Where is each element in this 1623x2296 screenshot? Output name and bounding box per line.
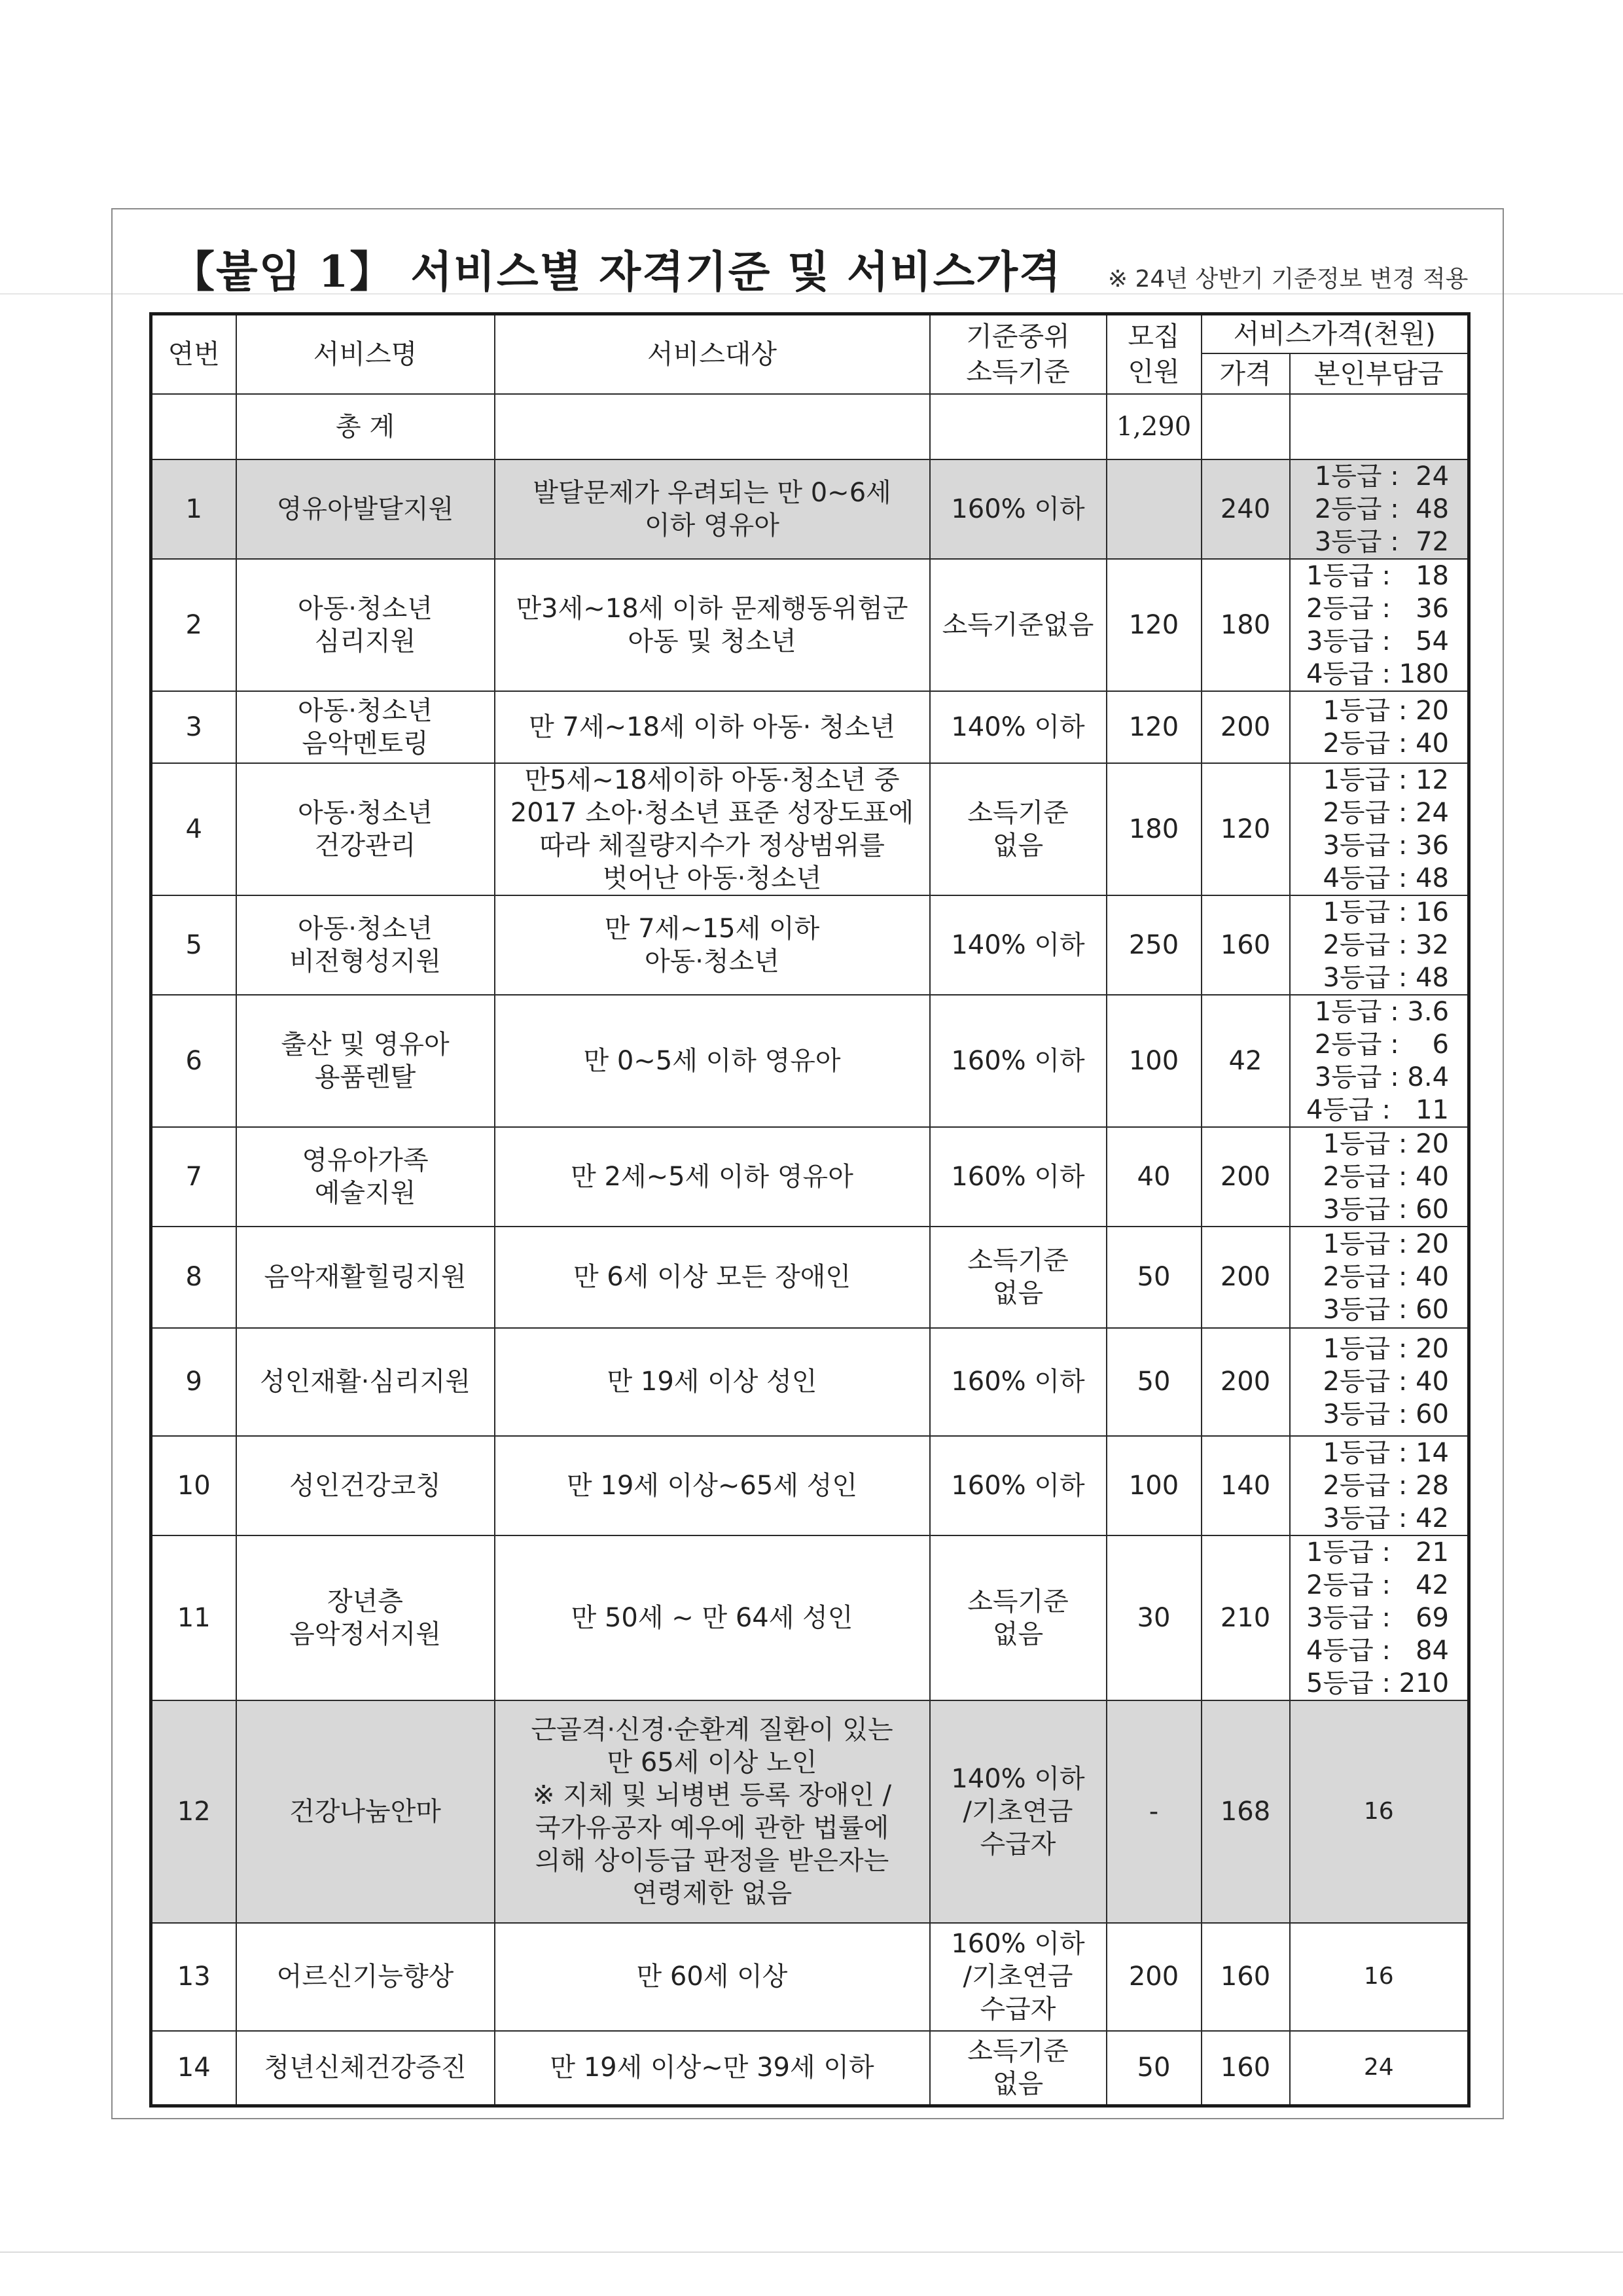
total-no-cell bbox=[151, 394, 236, 459]
service-name bbox=[236, 895, 495, 995]
copay-grade-line: 3등급 : 69 bbox=[1306, 1602, 1450, 1633]
row-number: 5 bbox=[151, 895, 236, 995]
service-target-line: 국가유공자 예우에 관한 법률에 bbox=[535, 1812, 889, 1843]
row-number: 7 bbox=[151, 1127, 236, 1227]
table-row bbox=[151, 2031, 1469, 2106]
copay bbox=[1290, 1328, 1469, 1436]
service-target-line: 만5세~18세이하 아동·청소년 중 bbox=[524, 764, 900, 795]
service-name-line: 비전형성지원 bbox=[289, 946, 441, 977]
service-name bbox=[236, 1227, 495, 1328]
total-target-cell bbox=[495, 394, 930, 459]
service-target-line: 만 0~5세 이하 영유아 bbox=[583, 1045, 841, 1076]
copay-grade-line: 1등급 : 14 bbox=[1323, 1437, 1450, 1468]
service-name-line: 음악멘토링 bbox=[302, 728, 429, 759]
copay-grade-line: 1등급 : 20 bbox=[1323, 1334, 1450, 1364]
service-target bbox=[495, 691, 930, 763]
income-criteria-line: /기초연금 bbox=[963, 1796, 1073, 1827]
income-criteria bbox=[930, 1700, 1107, 1923]
service-target-line: 따라 체질량지수가 정상범위를 bbox=[539, 830, 885, 861]
income-criteria bbox=[930, 1127, 1107, 1227]
total-copay-cell bbox=[1290, 394, 1469, 459]
row-number: 14 bbox=[151, 2031, 236, 2106]
service-name bbox=[236, 1127, 495, 1227]
income-criteria bbox=[930, 691, 1107, 763]
service-target-line: 만3세~18세 이하 문제행동위험군 bbox=[516, 593, 908, 624]
recruit-count: 120 bbox=[1107, 559, 1202, 691]
service-target bbox=[495, 459, 930, 559]
service-name-line: 성인재활·심리지원 bbox=[260, 1367, 471, 1397]
service-price: 200 bbox=[1202, 1328, 1290, 1436]
recruit-count: 100 bbox=[1107, 995, 1202, 1127]
recruit-count: 200 bbox=[1107, 1923, 1202, 2031]
income-criteria-line: 140% 이하 bbox=[951, 1763, 1085, 1794]
income-criteria-line: 160% 이하 bbox=[951, 493, 1085, 524]
service-name-line: 건강나눔안마 bbox=[289, 1796, 441, 1827]
service-price: 42 bbox=[1202, 995, 1290, 1127]
copay-grade-line: 2등급 : 32 bbox=[1323, 929, 1450, 960]
service-target-line: 아동 및 청소년 bbox=[628, 626, 796, 656]
copay-grade-line: 3등급 : 60 bbox=[1323, 1399, 1450, 1429]
header-recruit-line1: 모집 bbox=[1128, 321, 1180, 353]
copay-grade-line: 3등급 : 36 bbox=[1323, 830, 1450, 861]
service-target bbox=[495, 1436, 930, 1535]
copay: 16 bbox=[1290, 1700, 1469, 1923]
copay-grade-line: 2등급 : 48 bbox=[1314, 493, 1450, 524]
service-target-line: 의해 상이등급 판정을 받은자는 bbox=[535, 1845, 889, 1876]
service-target-line: 만 19세 이상 성인 bbox=[607, 1367, 817, 1397]
service-name bbox=[236, 1700, 495, 1923]
service-price: 168 bbox=[1202, 1700, 1290, 1923]
copay-grade-line: 2등급 : 28 bbox=[1323, 1470, 1450, 1501]
header-no: 연번 bbox=[151, 314, 236, 394]
copay-grade-line: 3등급 : 54 bbox=[1306, 626, 1450, 656]
total-price-cell bbox=[1202, 394, 1290, 459]
service-name-line: 음악재활힐링지원 bbox=[264, 1262, 467, 1292]
total-row bbox=[151, 394, 1469, 459]
table-row bbox=[151, 895, 1469, 995]
copay bbox=[1290, 895, 1469, 995]
table-row bbox=[151, 995, 1469, 1127]
copay bbox=[1290, 691, 1469, 763]
header-income-line2: 소득기준 bbox=[966, 356, 1070, 388]
income-criteria-line: 160% 이하 bbox=[951, 1367, 1085, 1397]
copay-grade-line: 2등급 : 40 bbox=[1323, 1161, 1450, 1192]
row-number: 10 bbox=[151, 1436, 236, 1535]
copay-grade-line: 4등급 : 180 bbox=[1306, 658, 1450, 689]
service-price: 210 bbox=[1202, 1535, 1290, 1700]
document-title: 【붙임 1】 서비스별 자격기준 및 서비스가격 bbox=[171, 246, 1062, 297]
service-target-line: 연령제한 없음 bbox=[632, 1878, 793, 1909]
income-criteria-line: /기초연금 bbox=[963, 1962, 1073, 1992]
row-number: 1 bbox=[151, 459, 236, 559]
income-criteria-line: 160% 이하 bbox=[951, 1929, 1085, 1959]
table-row bbox=[151, 1127, 1469, 1227]
table-row bbox=[151, 559, 1469, 691]
service-name-line: 아동·청소년 bbox=[298, 593, 433, 624]
copay-grade-line: 1등급 : 24 bbox=[1314, 461, 1450, 492]
copay-grade-line: 2등급 : 42 bbox=[1306, 1570, 1450, 1600]
scan-bottom-line bbox=[0, 2251, 1623, 2253]
service-target-line: ※ 지체 및 뇌병변 등록 장애인 / bbox=[532, 1780, 892, 1810]
table-row bbox=[151, 459, 1469, 559]
income-criteria-line: 140% 이하 bbox=[951, 711, 1085, 742]
copay-grade-line: 2등급 : 6 bbox=[1314, 1029, 1450, 1060]
copay-grade-line: 2등급 : 36 bbox=[1306, 593, 1450, 624]
service-target-line: 만 19세 이상~만 39세 이하 bbox=[550, 2053, 874, 2083]
header-price: 가격 bbox=[1202, 353, 1290, 394]
copay bbox=[1290, 1227, 1469, 1328]
service-name bbox=[236, 1328, 495, 1436]
total-recruit: 1,290 bbox=[1107, 394, 1202, 459]
row-number: 13 bbox=[151, 1923, 236, 2031]
header-copay: 본인부담금 bbox=[1290, 353, 1469, 394]
income-criteria bbox=[930, 1436, 1107, 1535]
copay bbox=[1290, 1535, 1469, 1700]
service-price: 160 bbox=[1202, 895, 1290, 995]
total-label: 총 계 bbox=[236, 394, 495, 459]
copay-grade-line: 3등급 : 60 bbox=[1323, 1295, 1450, 1325]
copay-grade-line: 2등급 : 40 bbox=[1323, 728, 1450, 759]
header-name: 서비스명 bbox=[236, 314, 495, 394]
service-price: 200 bbox=[1202, 1227, 1290, 1328]
table-row bbox=[151, 1923, 1469, 2031]
copay-grade-line: 3등급 : 72 bbox=[1314, 526, 1450, 557]
recruit-count bbox=[1107, 459, 1202, 559]
income-criteria bbox=[930, 1227, 1107, 1328]
income-criteria bbox=[930, 895, 1107, 995]
income-criteria-line: 소득기준 bbox=[967, 2036, 1069, 2067]
recruit-count: 180 bbox=[1107, 763, 1202, 895]
copay bbox=[1290, 1127, 1469, 1227]
row-number: 11 bbox=[151, 1535, 236, 1700]
service-price: 160 bbox=[1202, 1923, 1290, 2031]
recruit-count: 50 bbox=[1107, 1328, 1202, 1436]
copay bbox=[1290, 995, 1469, 1127]
service-target-line: 근골격·신경·순환계 질환이 있는 bbox=[531, 1714, 893, 1745]
income-criteria bbox=[930, 459, 1107, 559]
income-criteria-line: 160% 이하 bbox=[951, 1045, 1085, 1076]
service-name-line: 심리지원 bbox=[314, 626, 416, 656]
service-target-line: 만 6세 이상 모든 장애인 bbox=[573, 1262, 851, 1292]
income-criteria-line: 소득기준없음 bbox=[942, 609, 1094, 640]
row-number: 12 bbox=[151, 1700, 236, 1923]
service-target-line: 벗어난 아동·청소년 bbox=[602, 863, 822, 893]
service-name bbox=[236, 559, 495, 691]
copay-grade-line: 4등급 : 11 bbox=[1306, 1094, 1450, 1125]
service-name bbox=[236, 763, 495, 895]
service-price: 240 bbox=[1202, 459, 1290, 559]
header-income-line1: 기준중위 bbox=[966, 321, 1070, 353]
service-target-line: 만 19세 이상~65세 성인 bbox=[567, 1470, 857, 1501]
income-criteria-line: 없음 bbox=[992, 1278, 1044, 1308]
income-criteria-line: 160% 이하 bbox=[951, 1161, 1085, 1192]
table-row bbox=[151, 691, 1469, 763]
service-target-line: 만 7세~18세 이하 아동· 청소년 bbox=[529, 711, 895, 742]
copay-grade-line: 1등급 : 16 bbox=[1323, 897, 1450, 927]
income-criteria bbox=[930, 1923, 1107, 2031]
service-name bbox=[236, 1923, 495, 2031]
copay-grade-line: 1등급 : 12 bbox=[1323, 764, 1450, 795]
service-target bbox=[495, 1227, 930, 1328]
copay-grade-line: 2등급 : 40 bbox=[1323, 1262, 1450, 1292]
copay-grade-line: 3등급 : 48 bbox=[1323, 962, 1450, 993]
income-criteria-line: 수급자 bbox=[980, 1994, 1056, 2024]
service-name-line: 출산 및 영유아 bbox=[281, 1029, 450, 1060]
income-criteria bbox=[930, 1535, 1107, 1700]
recruit-count: - bbox=[1107, 1700, 1202, 1923]
service-price: 120 bbox=[1202, 763, 1290, 895]
copay-grade-line: 1등급 : 20 bbox=[1323, 695, 1450, 726]
service-target bbox=[495, 1700, 930, 1923]
service-name-line: 아동·청소년 bbox=[298, 913, 433, 944]
service-price: 140 bbox=[1202, 1436, 1290, 1535]
copay-grade-line: 1등급 : 18 bbox=[1306, 560, 1450, 591]
service-target bbox=[495, 763, 930, 895]
service-price: 200 bbox=[1202, 1127, 1290, 1227]
recruit-count: 50 bbox=[1107, 1227, 1202, 1328]
income-criteria bbox=[930, 763, 1107, 895]
service-name bbox=[236, 691, 495, 763]
service-target-line: 만 50세 ~ 만 64세 성인 bbox=[571, 1602, 853, 1633]
total-income-cell bbox=[930, 394, 1107, 459]
service-name-line: 용품렌탈 bbox=[314, 1062, 416, 1092]
copay bbox=[1290, 459, 1469, 559]
copay-grade-line: 3등급 : 8.4 bbox=[1314, 1062, 1450, 1092]
header-price-group: 서비스가격(천원) bbox=[1202, 314, 1469, 353]
copay-grade-line: 1등급 : 20 bbox=[1323, 1128, 1450, 1159]
header-recruit bbox=[1107, 314, 1202, 394]
income-criteria-line: 없음 bbox=[992, 830, 1044, 861]
service-target-line: 발달문제가 우려되는 만 0~6세 bbox=[533, 477, 891, 508]
service-target bbox=[495, 559, 930, 691]
service-target bbox=[495, 2031, 930, 2106]
income-criteria-line: 없음 bbox=[992, 1619, 1044, 1649]
service-name-line: 어르신기능향상 bbox=[276, 1962, 454, 1992]
service-target-line: 만 2세~5세 이하 영유아 bbox=[571, 1161, 853, 1192]
service-name bbox=[236, 1436, 495, 1535]
row-number: 8 bbox=[151, 1227, 236, 1328]
service-target-line: 이하 영유아 bbox=[645, 510, 779, 541]
copay-grade-line: 2등급 : 40 bbox=[1323, 1367, 1450, 1397]
service-table bbox=[149, 312, 1471, 2108]
recruit-count: 50 bbox=[1107, 2031, 1202, 2106]
service-target bbox=[495, 995, 930, 1127]
income-criteria-line: 140% 이하 bbox=[951, 929, 1085, 960]
recruit-count: 100 bbox=[1107, 1436, 1202, 1535]
income-criteria bbox=[930, 559, 1107, 691]
service-name-line: 청년신체건강증진 bbox=[264, 2053, 467, 2083]
row-number: 9 bbox=[151, 1328, 236, 1436]
income-criteria bbox=[930, 2031, 1107, 2106]
header-income bbox=[930, 314, 1107, 394]
service-name bbox=[236, 995, 495, 1127]
recruit-count: 30 bbox=[1107, 1535, 1202, 1700]
income-criteria-line: 소득기준 bbox=[967, 797, 1069, 828]
copay-grade-line: 1등급 : 3.6 bbox=[1314, 996, 1450, 1027]
service-name-line: 영유아발달지원 bbox=[276, 493, 454, 524]
service-target-line: 2017 소아·청소년 표준 성장도표에 bbox=[510, 797, 914, 828]
service-name bbox=[236, 1535, 495, 1700]
row-number: 4 bbox=[151, 763, 236, 895]
table-row bbox=[151, 1700, 1469, 1923]
document-note: ※ 24년 상반기 기준정보 변경 적용 bbox=[1107, 266, 1469, 293]
service-name-line: 영유아가족 bbox=[302, 1145, 429, 1175]
income-criteria-line: 소득기준 bbox=[967, 1586, 1069, 1617]
copay: 24 bbox=[1290, 2031, 1469, 2106]
service-name-line: 성인건강코칭 bbox=[289, 1470, 441, 1501]
row-number: 3 bbox=[151, 691, 236, 763]
service-target bbox=[495, 1328, 930, 1436]
service-target-line: 아동·청소년 bbox=[645, 946, 779, 977]
service-name-line: 음악정서지원 bbox=[289, 1619, 441, 1649]
recruit-count: 40 bbox=[1107, 1127, 1202, 1227]
copay-grade-line: 5등급 : 210 bbox=[1306, 1668, 1450, 1698]
copay bbox=[1290, 559, 1469, 691]
service-name-line: 아동·청소년 bbox=[298, 695, 433, 726]
income-criteria bbox=[930, 995, 1107, 1127]
service-name-line: 장년층 bbox=[327, 1586, 403, 1617]
service-target-line: 만 65세 이상 노인 bbox=[607, 1747, 817, 1778]
copay-grade-line: 1등급 : 21 bbox=[1306, 1537, 1450, 1568]
service-target-line: 만 7세~15세 이하 bbox=[604, 913, 820, 944]
income-criteria-line: 수급자 bbox=[980, 1829, 1056, 1859]
table-row bbox=[151, 1227, 1469, 1328]
service-target-line: 만 60세 이상 bbox=[636, 1962, 788, 1992]
copay-grade-line: 3등급 : 60 bbox=[1323, 1194, 1450, 1225]
service-target bbox=[495, 1127, 930, 1227]
income-criteria-line: 없음 bbox=[992, 2069, 1044, 2100]
copay bbox=[1290, 1436, 1469, 1535]
header-target: 서비스대상 bbox=[495, 314, 930, 394]
table-row bbox=[151, 763, 1469, 895]
service-name-line: 건강관리 bbox=[314, 830, 416, 861]
header-recruit-line2: 인원 bbox=[1128, 356, 1180, 388]
table-row bbox=[151, 1328, 1469, 1436]
title-row bbox=[171, 237, 1468, 309]
service-price: 160 bbox=[1202, 2031, 1290, 2106]
income-criteria-line: 소득기준 bbox=[967, 1246, 1069, 1276]
income-criteria-line: 160% 이하 bbox=[951, 1470, 1085, 1501]
service-target bbox=[495, 1535, 930, 1700]
service-price: 200 bbox=[1202, 691, 1290, 763]
row-number: 6 bbox=[151, 995, 236, 1127]
copay: 16 bbox=[1290, 1923, 1469, 2031]
service-target bbox=[495, 895, 930, 995]
service-name bbox=[236, 459, 495, 559]
table-row bbox=[151, 1436, 1469, 1535]
copay-grade-line: 1등급 : 20 bbox=[1323, 1229, 1450, 1259]
service-name-line: 아동·청소년 bbox=[298, 797, 433, 828]
service-name-line: 예술지원 bbox=[314, 1177, 416, 1208]
copay-grade-line: 4등급 : 84 bbox=[1306, 1635, 1450, 1666]
copay bbox=[1290, 763, 1469, 895]
service-name bbox=[236, 2031, 495, 2106]
copay-grade-line: 4등급 : 48 bbox=[1323, 863, 1450, 893]
service-target bbox=[495, 1923, 930, 2031]
copay-grade-line: 2등급 : 24 bbox=[1323, 797, 1450, 828]
table-row bbox=[151, 1535, 1469, 1700]
row-number: 2 bbox=[151, 559, 236, 691]
service-price: 180 bbox=[1202, 559, 1290, 691]
recruit-count: 250 bbox=[1107, 895, 1202, 995]
copay-grade-line: 3등급 : 42 bbox=[1323, 1503, 1450, 1534]
recruit-count: 120 bbox=[1107, 691, 1202, 763]
income-criteria bbox=[930, 1328, 1107, 1436]
